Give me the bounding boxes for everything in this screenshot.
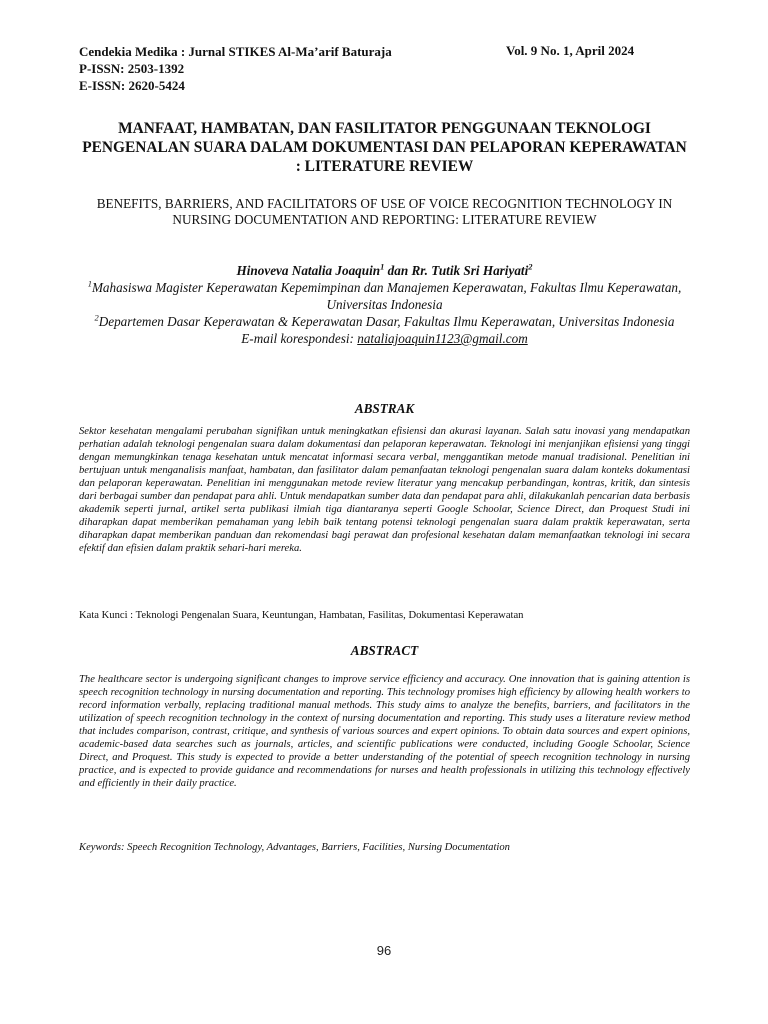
affiliation-1-text: Mahasiswa Magister Keperawatan Kepemimpinan dan Manajemen Keperawatan, Fakultas Ilmu Keperawatan, Universitas Indonesia: [91, 280, 682, 312]
eissn: E-ISSN: 2620-5424: [79, 78, 185, 93]
paper-title-english: BENEFITS, BARRIERS, AND FACILITATORS OF USE OF VOICE RECOGNITION TECHNOLOGY IN NURSING DOCUMENTATION AND REPORTING: LITERATURE REVIEW: [96, 196, 673, 227]
page-number: 96: [376, 943, 392, 958]
affiliation-2-sup: 2: [94, 312, 99, 323]
affiliation-1-sup: 1: [87, 278, 92, 289]
journal-volume: Vol. 9 No. 1, April 2024: [506, 43, 635, 58]
abstrak-keywords: Kata Kunci : Teknologi Pengenalan Suara, Keuntungan, Hambatan, Fasilitas, Dokumentasi Keperawatan: [79, 610, 524, 621]
abstract-heading: ABSTRACT: [350, 643, 419, 658]
affiliation-2-text: Departemen Dasar Keperawatan & Keperawatan Dasar, Fakultas Ilmu Keperawatan, Universitas Indonesia: [98, 314, 675, 329]
author-conj: dan: [384, 263, 412, 278]
abstrak-text: Sektor kesehatan mengalami perubahan signifikan untuk meningkatkan efisiensi dan akurasi layanan. Salah satu inovasi yang mendapatkan perhatian adalah teknologi pengenalan suara dalam dokumentasi dan pelaporan keperawatan. Teknologi ini menjanjikan efisiensi yang tinggi dengan memungkinkan tenaga kesehatan untuk mencatat informasi secara verbal, menggantikan metode manual tradisional. Penelitian ini bertujuan untuk menganalisis manfaat, hambatan, dan fasilitator dalam pemanfaatan teknologi pengenalan suara dalam konteks dokumentasi dan pelaporan keperawatan. Penelitian ini menggunakan metode review literatur yang mencakup perbandingan, kontras, kritik, dan sintesis dari berbagai sumber dan pendapat para ahli. Untuk mendapatkan sumber data dan pendapat para ahli, dilakukanlah pencarian data berbasis akademik seperti jurnal, artikel serta publikasi ilmiah tiga diantaranya seperti Google Schoolar, Science Direct, dan Proquest Studi ini diharapkan dapat memberikan pemahaman yang lebih baik tentang potensi teknologi pengenalan suara dalam praktik keperawatan, serta diharapkan dapat memberikan panduan dan rekomendasi bagi perawat dan profesional kesehatan dalam memanfaatkan teknologi ini secara efektif dan efisien dalam praktik sehari-hari mereka.: [79, 426, 690, 554]
author-1: Hinoveva Natalia Joaquin: [236, 263, 381, 278]
affiliation-2: [79, 313, 690, 330]
pissn: P-ISSN: 2503-1392: [79, 61, 185, 76]
affiliation-1: [79, 279, 690, 313]
author-2: Rr. Tutik Sri Hariyati: [411, 263, 529, 278]
email-line: [79, 330, 690, 347]
email-label: E-mail korespondesi:: [241, 331, 358, 346]
journal-name: Cendekia Medika : Jurnal STIKES Al-Ma’arif Baturaja: [79, 44, 392, 59]
author-2-sup: 2: [528, 261, 533, 272]
abstrak-heading: ABSTRAK: [354, 401, 415, 416]
abstract-keywords: Keywords: Speech Recognition Technology, Advantages, Barriers, Facilities, Nursing Documentation: [79, 842, 510, 853]
author-names: [79, 262, 690, 279]
abstract-text: The healthcare sector is undergoing significant changes to improve service efficiency and accuracy. One innovation that is gaining attention is speech recognition technology in nursing documentation and reporting. This technology promises high efficiency by allowing health workers to record information verbally, replacing traditional manual methods. This study aims to analyze the benefits, barriers, and facilitators in the utilization of speech recognition technology in the context of nursing documentation and reporting. This study uses a literature review method that includes comparison, contrast, critique, and synthesis of various sources and expert opinions. To obtain data sources and expert opinions, academic-based data searches such as journals, articles, and scientific publications were conducted, including Google Schoolar, Science Direct, and Proquest. This study is expected to provide a better understanding of the potential of speech recognition technology in nursing practice, and is expected to provide guidance and recommendations for nurses and health professionals in utilizing this technology effectively and efficiently in their daily practice.: [79, 674, 690, 789]
author-1-sup: 1: [380, 261, 385, 272]
email-link[interactable]: nataliajoaquin1123@gmail.com: [357, 331, 528, 346]
paper-title-indonesian: MANFAAT, HAMBATAN, DAN FASILITATOR PENGGUNAAN TEKNOLOGI PENGENALAN SUARA DALAM DOKUMENTASI DAN PELAPORAN KEPERAWATAN : LITERATURE REVIEW: [82, 120, 687, 175]
author-block: [79, 262, 690, 347]
